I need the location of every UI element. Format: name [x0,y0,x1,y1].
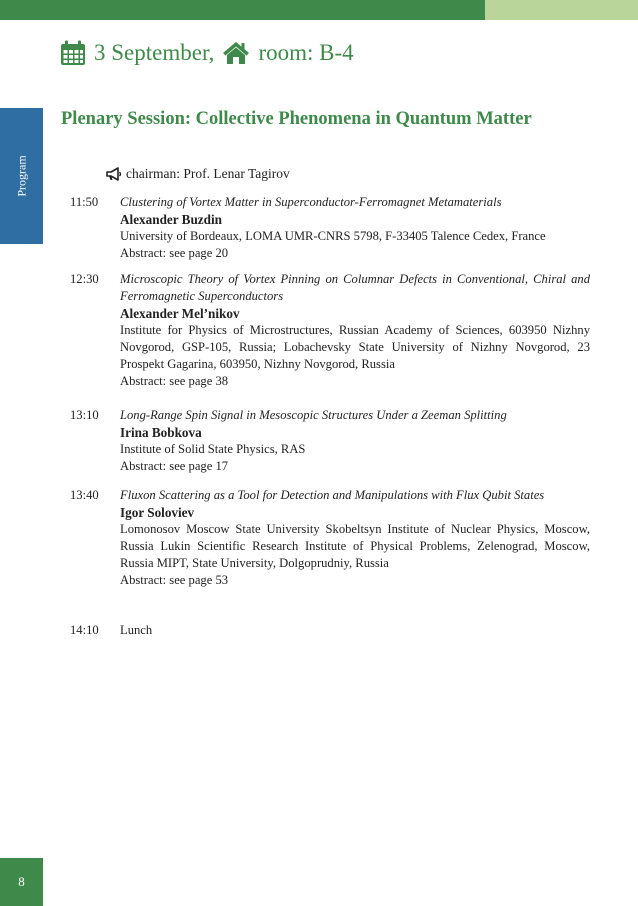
section-tab-program [0,108,43,244]
talk-speaker: Alexander Mel’nikov [120,306,240,321]
top-bar-dark-segment [0,0,485,20]
page-number: 8 [18,874,25,889]
talk-time: 13:40 [70,488,99,502]
talk-title: Fluxon Scattering as a Tool for Detection and Manipulations with Flux Qubit States [120,488,545,502]
home-icon [222,41,250,65]
talk-time: 11:50 [70,195,99,209]
talk-abstract-ref: Abstract: see page 38 [120,374,229,388]
talk-title: Long-Range Spin Signal in Mesoscopic Structures Under a Zeeman Splitting [120,408,507,422]
talk-affiliation: Lomonosov Moscow State University Skobeltsyn Institute of Nuclear Physics, Moscow, Russia Lukin Scientific Research Institute of Physical Problems, Zelenograd, Moscow, Russia MIPT, State University, Dolgoprudniy, Russia [120,522,590,570]
break-title: Lunch [120,623,153,637]
talk-time: 14:10 [70,623,99,637]
talk-speaker: Alexander Buzdin [120,212,222,227]
talk-abstract-ref: Abstract: see page 20 [120,246,229,260]
talk-abstract-ref: Abstract: see page 17 [120,459,229,473]
talk-affiliation: Institute of Solid State Physics, RAS [120,442,306,456]
top-bar-light-segment [485,0,638,20]
talk-abstract-ref: Abstract: see page 53 [120,573,229,587]
date-room-header [60,38,354,68]
talk-time: 12:30 [70,272,99,286]
talk-affiliation: Institute for Physics of Microstructures, Russian Academy of Sciences, 603950 Nizhny Novgorod, GSP-105, Russia; Lobachevsky State University of Nizhny Novgorod, 23 Prospekt Gagarina, 603950, Nizhny Novgorod, Russia [120,323,590,371]
megaphone-icon [106,167,122,181]
talk-affiliation: University of Bordeaux, LOMA UMR-CNRS 5798, F-33405 Talence Cedex, France [120,229,546,243]
talk-title: Clustering of Vortex Matter in Superconductor-Ferromagnet Metamaterials [120,195,502,209]
chairman-text: chairman: Prof. Lenar Tagirov [126,166,290,181]
talk-title: Microscopic Theory of Vortex Pinning on Columnar Defects in Conventional, Chiral and Ferromagnetic Superconductors [120,272,590,303]
session-room: room: B-4 [258,40,354,65]
page-number-box [0,858,43,906]
talk-time: 13:10 [70,408,99,422]
talk-speaker: Irina Bobkova [120,425,202,440]
calendar-icon [60,40,86,66]
talk-speaker: Igor Soloviev [120,505,195,520]
chairman-line [106,166,290,182]
session-title: Plenary Session: Collective Phenomena in Quantum Matter [61,109,532,129]
section-tab-label: Program [14,155,28,197]
session-date: 3 September, [94,40,215,65]
top-color-bar [0,0,638,20]
